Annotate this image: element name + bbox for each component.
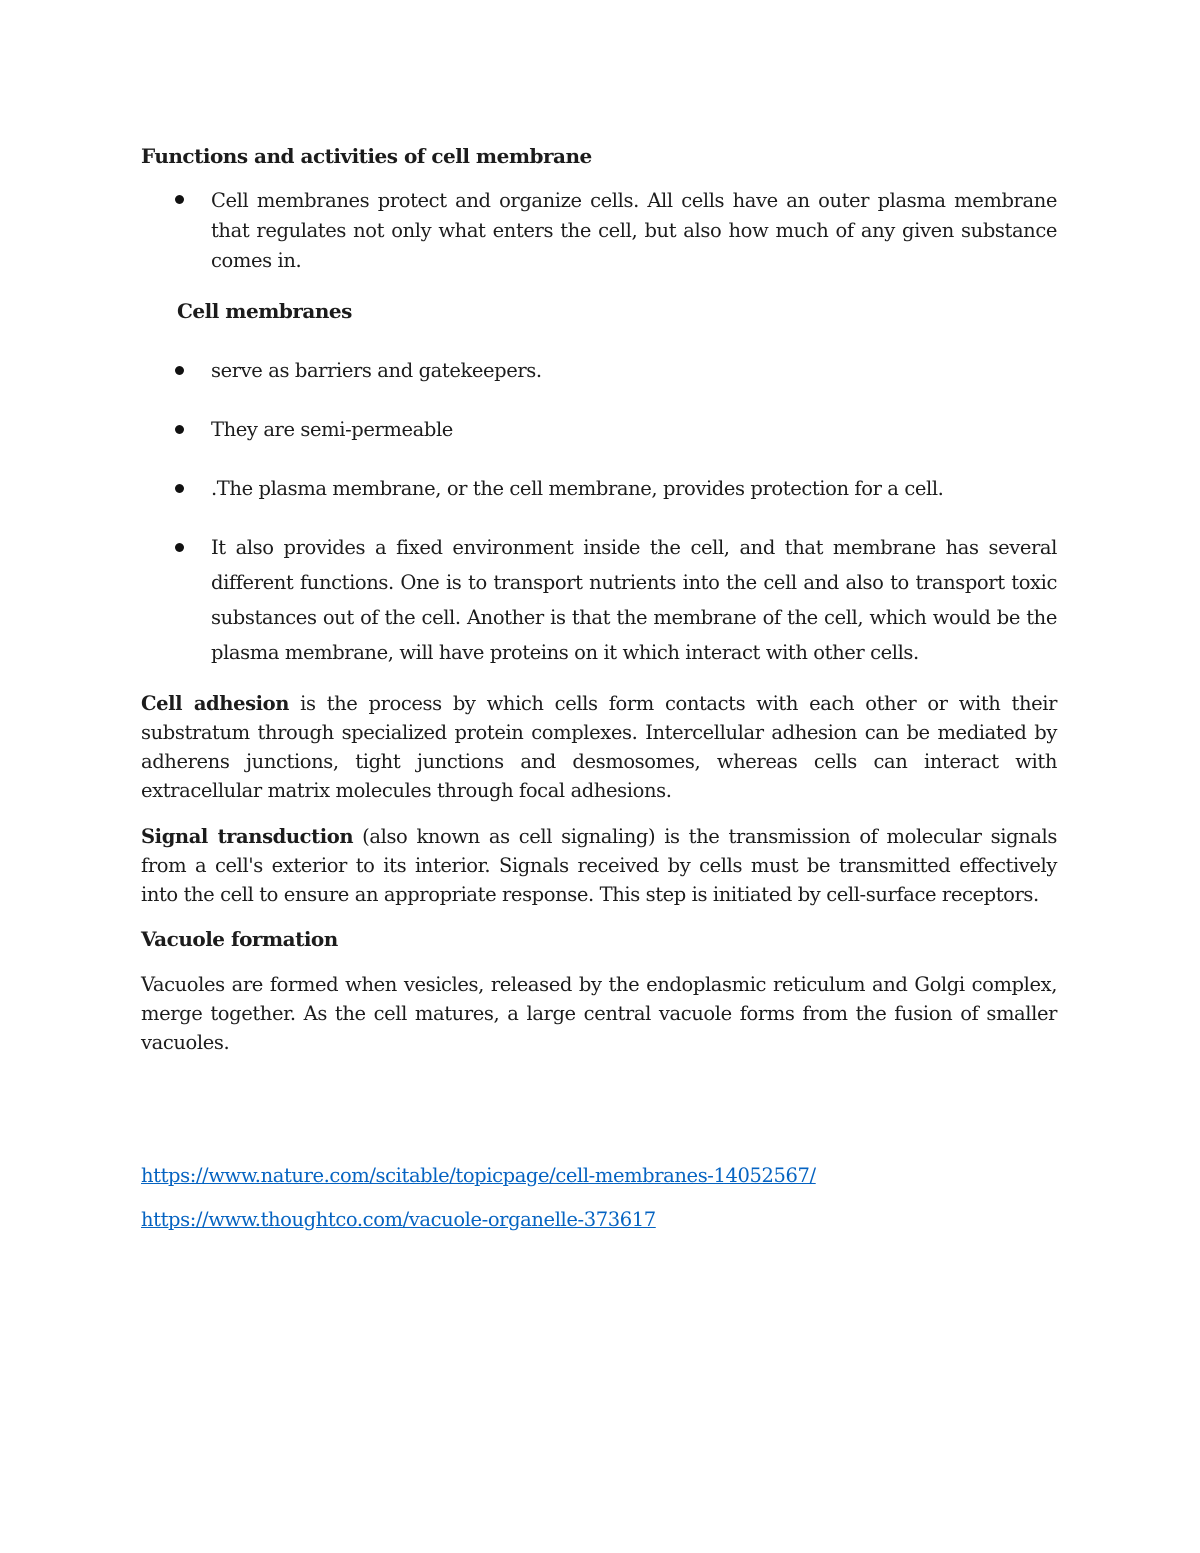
reference-link-nature[interactable]: https://www.nature.com/scitable/topicpage/cell-membranes-14052567/ bbox=[141, 1164, 816, 1187]
bullet-item-barriers: serve as barriers and gatekeepers. bbox=[211, 359, 542, 382]
bullet-icon bbox=[175, 484, 184, 493]
term-signal-transduction: Signal transduction bbox=[141, 825, 354, 848]
section-heading-functions: Functions and activities of cell membrane bbox=[141, 144, 592, 168]
reference-link-thoughtco[interactable]: https://www.thoughtco.com/vacuole-organelle-373617 bbox=[141, 1208, 656, 1231]
bullet-item-protection: .The plasma membrane, or the cell membrane, provides protection for a cell. bbox=[211, 477, 944, 500]
section-heading-cell-membranes: Cell membranes bbox=[177, 299, 352, 323]
paragraph-vacuole: Vacuoles are formed when vesicles, released by the endoplasmic reticulum and Golgi complex, merge together. As the cell matures, a large central vacuole forms from the fusion of smaller vacuoles. bbox=[141, 973, 1057, 1054]
bullet-item-semi-permeable: They are semi-permeable bbox=[211, 418, 453, 441]
bullet-icon bbox=[175, 425, 184, 434]
bullet-item-fixed-environment: It also provides a fixed environment inside the cell, and that membrane has several different functions. One is to transport nutrients into the cell and also to transport toxic substances out of the cell. Another is that the membrane of the cell, which would be the plasma membrane, will have proteins on it which interact with other cells. bbox=[211, 536, 1057, 664]
cell-adhesion-text: is the process by which cells form contacts with each other or with their substratum through specialized protein complexes. Intercellular adhesion can be mediated by adherens junctions, tight junctions and desmosomes, whereas cells can interact with extracellular matrix molecules through focal adhesions. bbox=[141, 692, 1058, 802]
paragraph-cell-adhesion bbox=[141, 689, 1057, 805]
signal-transduction-text: (also known as cell signaling) is the transmission of molecular signals from a cell's exterior to its interior. Signals received by cells must be transmitted effectively into the cell to ensure an appropriate response. This step is initiated by cell-surface receptors. bbox=[141, 825, 1058, 906]
bullet-item-protect-organize: Cell membranes protect and organize cells. All cells have an outer plasma membrane that regulates not only what enters the cell, but also how much of any given substance comes in. bbox=[211, 189, 1057, 272]
bullet-icon bbox=[175, 543, 184, 552]
bullet-icon bbox=[175, 195, 184, 204]
section-heading-vacuole: Vacuole formation bbox=[141, 927, 338, 951]
paragraph-signal-transduction bbox=[141, 822, 1057, 909]
bullet-icon bbox=[175, 366, 184, 375]
term-cell-adhesion: Cell adhesion bbox=[141, 692, 290, 715]
